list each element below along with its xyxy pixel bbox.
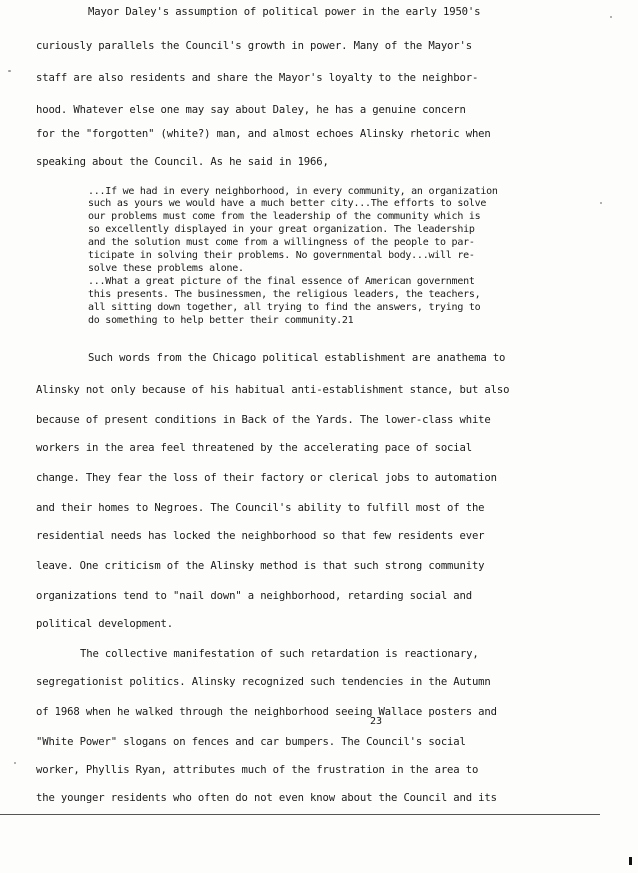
body-line-1: Such words from the Chicago political establishment are anathema to	[88, 352, 506, 364]
body-line-12: segregationist politics. Alinsky recognized such tendencies in the Autumn	[36, 676, 491, 688]
body-line-8: leave. One criticism of the Alinsky method is that such strong community	[36, 560, 485, 572]
quote-line-1: ...If we had in every neighborhood, in every community, an organization	[88, 186, 498, 197]
body-line-4: workers in the area feel threatened by the accelerating pace of social	[36, 442, 472, 454]
quote-line-4: so excellently displayed in your great organization. The leadership	[88, 224, 475, 235]
paragraph-line-5: for the "forgotten" (white?) man, and almost echoes Alinsky rhetoric when	[36, 128, 491, 140]
paragraph-line-1: Mayor Daley's assumption of political power in the early 1950's	[88, 6, 481, 18]
quote-line-8: ...What a great picture of the final essence of American government	[88, 276, 475, 287]
scan-speck	[600, 202, 602, 204]
scan-speck	[8, 70, 11, 72]
body-line-16: the younger residents who often do not even know about the Council and its	[36, 792, 497, 804]
body-line-15: worker, Phyllis Ryan, attributes much of the frustration in the area to	[36, 764, 479, 776]
body-line-6: and their homes to Negroes. The Council's ability to fulfill most of the	[36, 502, 485, 514]
quote-line-11: do something to help better their community.21	[88, 315, 354, 326]
quote-line-7: solve these problems alone.	[88, 263, 244, 274]
quote-line-9: this presents. The businessmen, the religious leaders, the teachers,	[88, 289, 481, 300]
body-line-13: of 1968 when he walked through the neighborhood seeing Wallace posters and	[36, 706, 497, 718]
body-line-11: The collective manifestation of such retardation is reactionary,	[80, 648, 479, 660]
quote-line-5: and the solution must come from a willingness of the people to par-	[88, 237, 475, 248]
scan-speck	[14, 762, 16, 764]
scan-edge-mark	[629, 857, 632, 865]
quote-line-2: such as yours we would have a much better city...The efforts to solve	[88, 198, 487, 209]
scan-speck	[610, 16, 612, 18]
quote-line-6: ticipate in solving their problems. No governmental body...will re-	[88, 250, 475, 261]
body-line-14: "White Power" slogans on fences and car bumpers. The Council's social	[36, 736, 466, 748]
quote-line-3: our problems must come from the leadership of the community which is	[88, 211, 481, 222]
body-line-7: residential needs has locked the neighborhood so that few residents ever	[36, 530, 485, 542]
body-line-2: Alinsky not only because of his habitual anti-establishment stance, but also	[36, 384, 510, 396]
page-number: 23	[370, 716, 383, 727]
paragraph-line-3: staff are also residents and share the Mayor's loyalty to the neighbor-	[36, 72, 479, 84]
paragraph-line-2: curiously parallels the Council's growth in power. Many of the Mayor's	[36, 40, 472, 52]
body-line-9: organizations tend to "nail down" a neighborhood, retarding social and	[36, 590, 472, 602]
body-line-5: change. They fear the loss of their factory or clerical jobs to automation	[36, 472, 497, 484]
quote-line-10: all sitting down together, all trying to find the answers, trying to	[88, 302, 481, 313]
paragraph-line-4: hood. Whatever else one may say about Daley, he has a genuine concern	[36, 104, 466, 116]
page-bottom-edge	[0, 814, 600, 815]
paragraph-line-6: speaking about the Council. As he said in 1966,	[36, 156, 329, 168]
body-line-10: political development.	[36, 618, 174, 630]
body-line-3: because of present conditions in Back of the Yards. The lower-class white	[36, 414, 491, 426]
